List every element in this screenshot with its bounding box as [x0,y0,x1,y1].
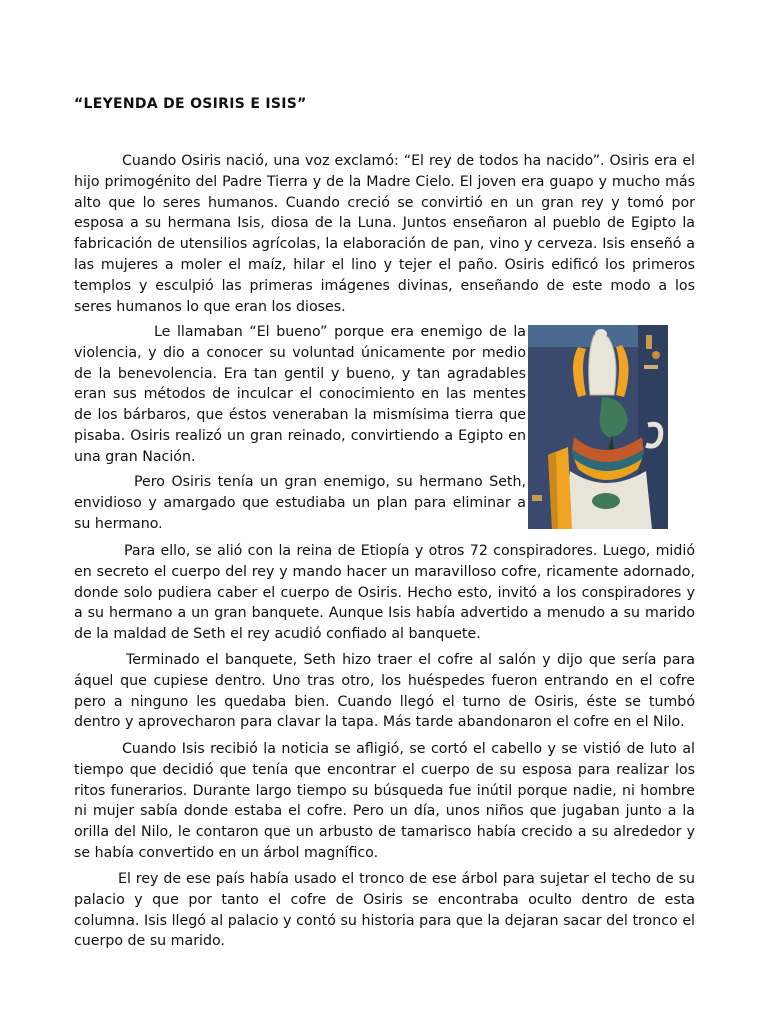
osiris-painting-image [528,325,668,529]
document-title: “LEYENDA DE OSIRIS E ISIS” [74,96,307,112]
paragraph-4: Para ello, se alió con la reina de Etiopía y otros 72 conspiradores. Luego, midió en secreto el cuerpo del rey y mando hacer un maravilloso cofre, ricamente adornado, donde solo pudiera caber el cuerpo de Osiris. Hecho esto, invitó a los conspiradores y a su hermano a un gran banquete. Aunque Isis había advertido a menudo a su marido de la maldad de Seth el rey acudió confiado al banquete. [74,543,695,643]
paragraph-6: Cuando Isis recibió la noticia se afligió, se cortó el cabello y se vistió de luto al tiempo que decidió que tenía que encontrar el cuerpo de su esposa para realizar los ritos funerarios. Durante largo tiempo su búsqueda fue inútil porque nadie, ni hombre ni mujer sabía donde estaba el cofre. Pero un día, unos niños que jugaban junto a la orilla del Nilo, le contaron que un arbusto de tamarisco había crecido a su alrededor y se había convertido en un árbol magnífico. [74,741,695,861]
paragraph-5: Terminado el banquete, Seth hizo traer el cofre al salón y dijo que sería para áquel que cupiese dentro. Uno tras otro, los huéspedes fueron entrando en el cofre pero a ninguno les quedaba bien. Cuando llegó el turno de Osiris, éste se tumbó dentro y aprovecharon para clavar la tapa. Más tarde abandonaron el cofre en el Nilo. [74,652,695,731]
paragraph-7: El rey de ese país había usado el tronco de ese árbol para sujetar el techo de su palacio y que por tanto el cofre de Osiris se encontraba oculto dentro de esta columna. Isis llegó al palacio y contó su historia para que la dejaran sacar del tronco el cuerpo de su marido. [74,871,695,950]
paragraph-2: Le llamaban “El bueno” porque era enemigo de la violencia, y dio a conocer su voluntad únicamente por medio de la benevolencia. Era tan gentil y bueno, y tan agradables eran sus métodos de inculcar el conocimiento en las mentes de los bárbaros, que éstos veneraban la mismísima tierra que pisaba. Osiris realizó un gran reinado, convirtiendo a Egipto en una gran Nación. [74,324,526,465]
osiris-illustration [528,325,668,529]
paragraph-1: Cuando Osiris nació, una voz exclamó: “El rey de todos ha nacido”. Osiris era el hijo primogénito del Padre Tierra y de la Madre Cielo. El joven era guapo y mucho más alto que lo seres humanos. Cuando creció se convirtió en un gran rey y tomó por esposa a su hermana Isis, diosa de la Luna. Juntos enseñaron al pueblo de Egipto la fabricación de utensilios agrícolas, la elaboración de pan, vino y cerveza. Isis enseñó a las mujeres a moler el maíz, hilar el lino y tejer el paño. Osiris edificó los primeros templos y esculpió las primeras imágenes divinas, enseñando de este modo a los seres humanos lo que eran los dioses. [74,153,695,315]
paragraph-3: Pero Osiris tenía un gran enemigo, su hermano Seth, envidioso y amargado que estudiaba un plan para eliminar a su hermano. [74,474,526,532]
